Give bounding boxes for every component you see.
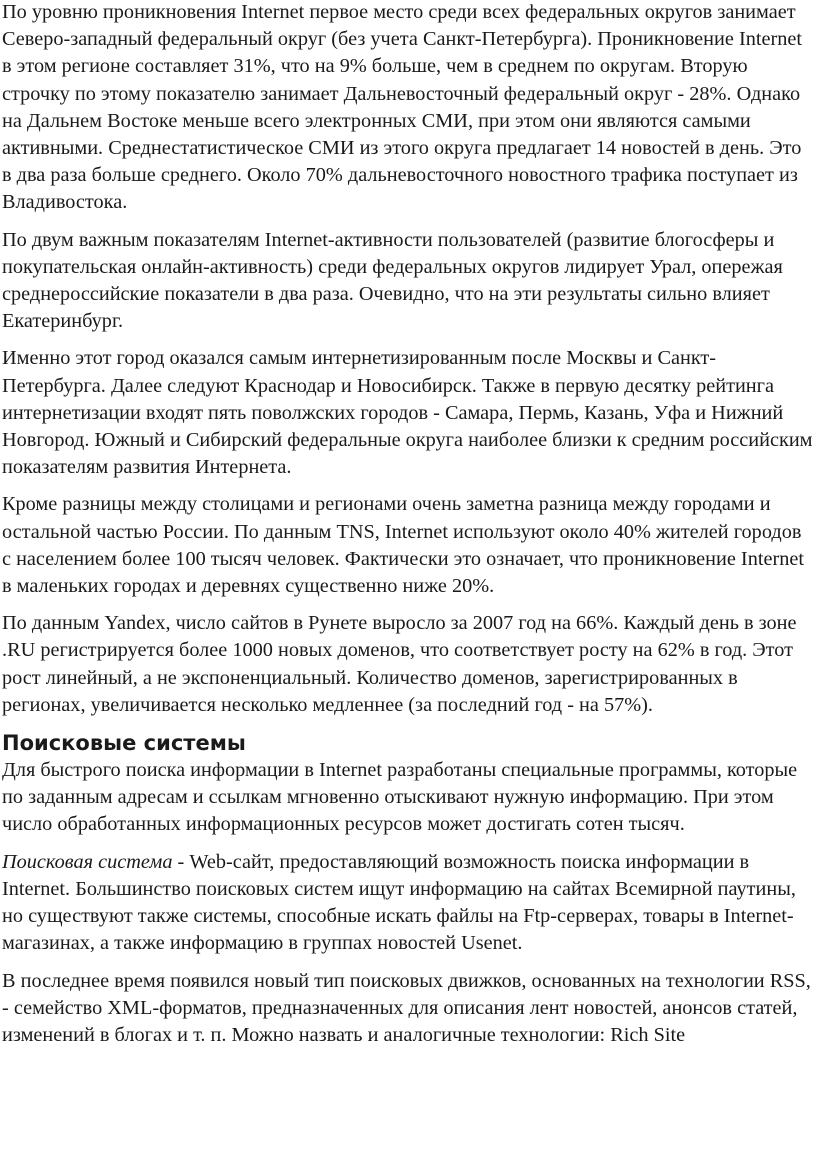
paragraph-internet-penetration: По уровню проникновения Internet первое место среди всех федеральных округов занимает Северо-западный федеральный округ (без учета Санкт-Петербурга). Проникновение Internet в этом регионе составляет 31%, что на 9% больше, чем в среднем по округам. Вторую строчку по этому показателю занимает Дальневосточный федеральный округ - 28%. Однако на Дальнем Востоке меньше всего электронных СМИ, при этом они являются самыми активными. Среднестатистическое СМИ из этого округа предлагает 14 новостей в день. Это в два раза больше среднего. Около 70% дальневосточного новостного трафика поступает из Владивостока.: [2, 1, 803, 214]
paragraph-regional-difference: Кроме разницы между столицами и регионами очень заметна разница между городами и остальной частью России. По данным TNS, Internet используют около 40% жителей городов с населением более 100 тысяч человек. Фактически это означает, что проникновение Internet в маленьких городах и деревнях существенно ниже 20%.: [2, 493, 804, 598]
definition-term: Поисковая система: [2, 850, 173, 873]
definition-text: - Web-сайт, предоставляющий возможность поиска информации в Internet. Большинство поисковых систем ищут информацию на сайтах Всемирной паутины, но существуют также системы, способные искать файлы на Ftp-серверах, товары в Internet-магазинах, а также информацию в группах новостей Usenet.: [2, 850, 796, 955]
paragraph-rss-engines: В последнее время появился новый тип поисковых движков, основанных на технологии RSS, - семейство XML-форматов, предназначенных для описания лент новостей, анонсов статей, изменений в блогах и т. п. Можно назвать и аналогичные технологии: Rich Site: [2, 969, 811, 1046]
section-heading-search-engines: Поисковые системы: [2, 731, 246, 756]
paragraph-domain-growth: По данным Yandex, число сайтов в Рунете выросло за 2007 год на 66%. Каждый день в зоне .RU регистрируется более 1000 новых доменов, что соответствует росту на 62% в год. Этот рост линейный, а не экспоненциальный. Количество доменов, зарегистрированных в регионах, увеличивается несколько медленнее (за последний год - на 57%).: [2, 612, 797, 716]
paragraph-city-ranking: Именно этот город оказался самым интернетизированным после Москвы и Санкт-Петербурга. Далее следуют Краснодар и Новосибирск. Также в первую десятку рейтинга интернетизации входят пять поволжских городов - Самара, Пермь, Казань, Уфа и Нижний Новгород. Южный и Сибирский федеральные округа наиболее близки к средним российским показателям развития Интернета.: [2, 347, 813, 479]
paragraph-search-intro: Для быстрого поиска информации в Internet разработаны специальные программы, которые по заданным адресам и ссылкам мгновенно отыскивают нужную информацию. При этом число обработанных информационных ресурсов может достигать сотен тысяч.: [2, 759, 798, 836]
paragraph-search-definition: [2, 849, 814, 958]
paragraph-ural-activity: По двум важным показателям Internet-активности пользователей (развитие блогосферы и покупательская онлайн-активность) среди федеральных округов лидирует Урал, опережая среднероссийские показатели в два раза. Очевидно, что на эти результаты сильно влияет Екатеринбург.: [2, 228, 783, 333]
